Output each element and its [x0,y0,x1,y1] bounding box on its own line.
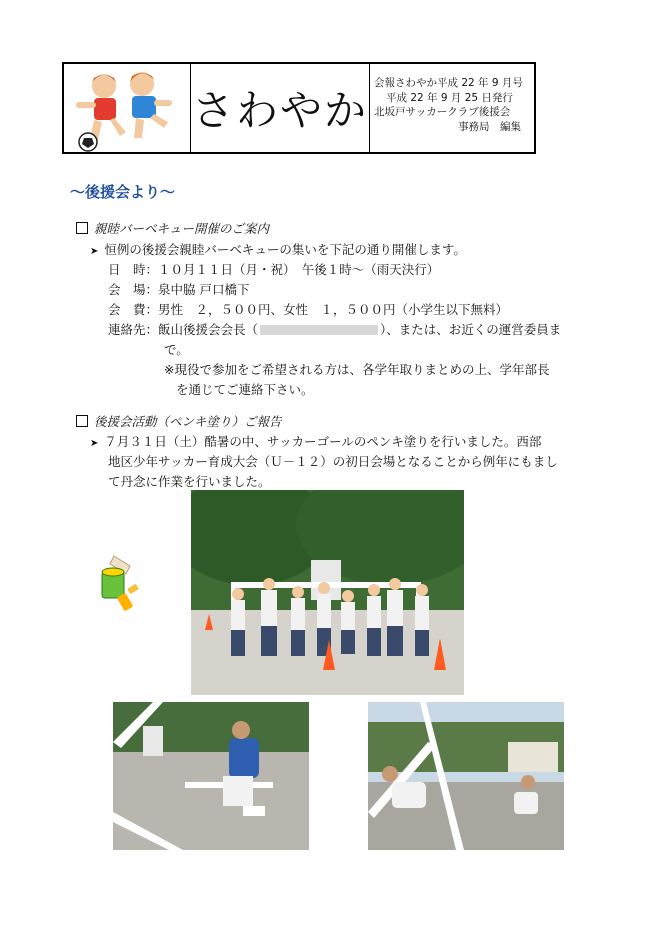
publisher-line: 北坂戸サッカークラブ後援会 [374,106,511,118]
editor-line: 事務局 編集 [458,120,521,133]
bbq-contact-end: で。 [164,342,189,357]
issue-line: 会報さわやか平成 22 年 9 月号 [374,77,523,89]
bbq-place: 会 場：泉中脇 戸口橋下 [108,282,250,297]
bbq-intro: ➤ 恒例の後援会親睦バーベキューの集いを下記の通り開催します。 [90,242,466,257]
bbq-fee: 会 費：男性 ２，５００円、女性 １，５００円（小学生以下無料） [108,302,509,317]
publication-info [370,64,534,152]
paint-line-2: 地区少年サッカー育成大会（Ｕ－１２）の初日会場となることから例年にもまし [108,454,558,469]
painting-photo-right [368,702,564,850]
bbq-contact: 連絡先：飯山後援会会長（ ）、または、お近くの運営委員ま [108,322,562,337]
bbq-note-1: ※現役で参加をご希望される方は、各学年取りまとめの上、学年部長 [164,362,550,377]
soccer-kids-illustration [64,64,191,152]
checkbox-icon [76,415,88,427]
group-photo [191,490,464,695]
paint-line-1: ➤ ７月３１日（土）酷暑の中、サッカーゴールのペンキ塗りを行いました。西部 [90,434,542,449]
section-title: ～後援会より～ [70,183,176,201]
newsletter-title: さわやか [191,64,370,152]
date-line: 平成 22 年 9 月 25 日発行 [386,91,513,104]
newsletter-header [62,62,536,154]
bbq-date: 日 時：１０月１１日（月・祝） 午後１時～（雨天決行） [108,262,440,277]
painting-photo-left [113,702,309,850]
paint-can-illustration [96,552,142,614]
bbq-heading: 親睦バーベキュー開催のご案内 [76,219,269,237]
paint-line-3: て丹念に作業を行いました。 [108,474,271,489]
redacted-phone [260,325,378,335]
bbq-note-2: を通じてご連絡下さい。 [176,382,314,397]
arrow-bullet-icon: ➤ [90,438,99,449]
arrow-bullet-icon: ➤ [90,246,99,257]
paint-heading: 後援会活動（ペンキ塗り）ご報告 [76,412,282,430]
checkbox-icon [76,222,88,234]
